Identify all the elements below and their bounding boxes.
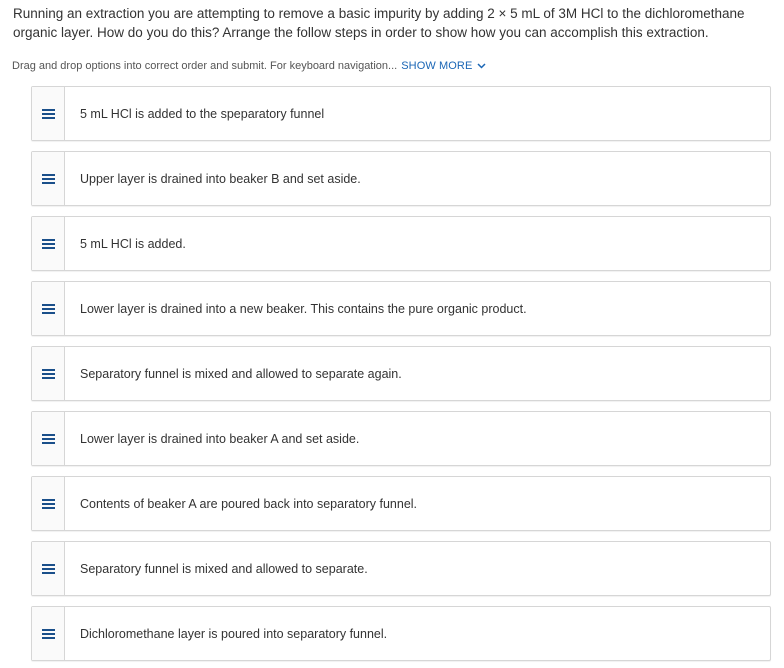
draggable-item[interactable] — [31, 541, 771, 596]
item-label: 5 mL HCl is added to the speparatory funnel — [80, 106, 325, 121]
drag-handle-icon[interactable] — [32, 87, 65, 140]
item-label: Separatory funnel is mixed and allowed to separate. — [80, 561, 368, 576]
draggable-item[interactable] — [31, 216, 771, 271]
question-text: Running an extraction you are attempting to remove a basic impurity by adding 2 × 5 mL of 3M HCl to the dichloromethane organic layer. How do you do this? Arrange the follow steps in order to show how you can accomplish this extraction. — [13, 6, 745, 40]
item-label: 5 mL HCl is added. — [80, 236, 186, 251]
show-more-label: SHOW MORE — [401, 60, 473, 72]
show-more-link[interactable] — [401, 58, 486, 74]
draggable-item[interactable] — [31, 281, 771, 336]
drag-handle-icon[interactable] — [32, 282, 65, 335]
drag-handle-icon[interactable] — [32, 542, 65, 595]
drag-handle-icon[interactable] — [32, 412, 65, 465]
draggable-item[interactable] — [31, 606, 771, 661]
draggable-item[interactable] — [31, 151, 771, 206]
drag-handle-icon[interactable] — [32, 607, 65, 660]
item-label: Lower layer is drained into beaker A and set aside. — [80, 431, 360, 446]
chevron-down-icon — [477, 63, 486, 69]
draggable-item[interactable] — [31, 86, 771, 141]
instructions-text: Drag and drop options into correct order and submit. For keyboard navigation... — [12, 60, 398, 72]
item-label: Contents of beaker A are poured back into separatory funnel. — [80, 496, 418, 511]
instructions — [12, 58, 772, 74]
draggable-item[interactable] — [31, 476, 771, 531]
drag-handle-icon[interactable] — [32, 152, 65, 205]
item-label: Upper layer is drained into beaker B and set aside. — [80, 171, 361, 186]
drag-handle-icon[interactable] — [32, 347, 65, 400]
drag-handle-icon[interactable] — [32, 477, 65, 530]
draggable-item[interactable] — [31, 346, 771, 401]
item-label: Separatory funnel is mixed and allowed to separate again. — [80, 366, 402, 381]
item-label: Dichloromethane layer is poured into separatory funnel. — [80, 626, 388, 641]
draggable-item[interactable] — [31, 411, 771, 466]
drag-handle-icon[interactable] — [32, 217, 65, 270]
item-label: Lower layer is drained into a new beaker. This contains the pure organic product. — [80, 301, 527, 316]
